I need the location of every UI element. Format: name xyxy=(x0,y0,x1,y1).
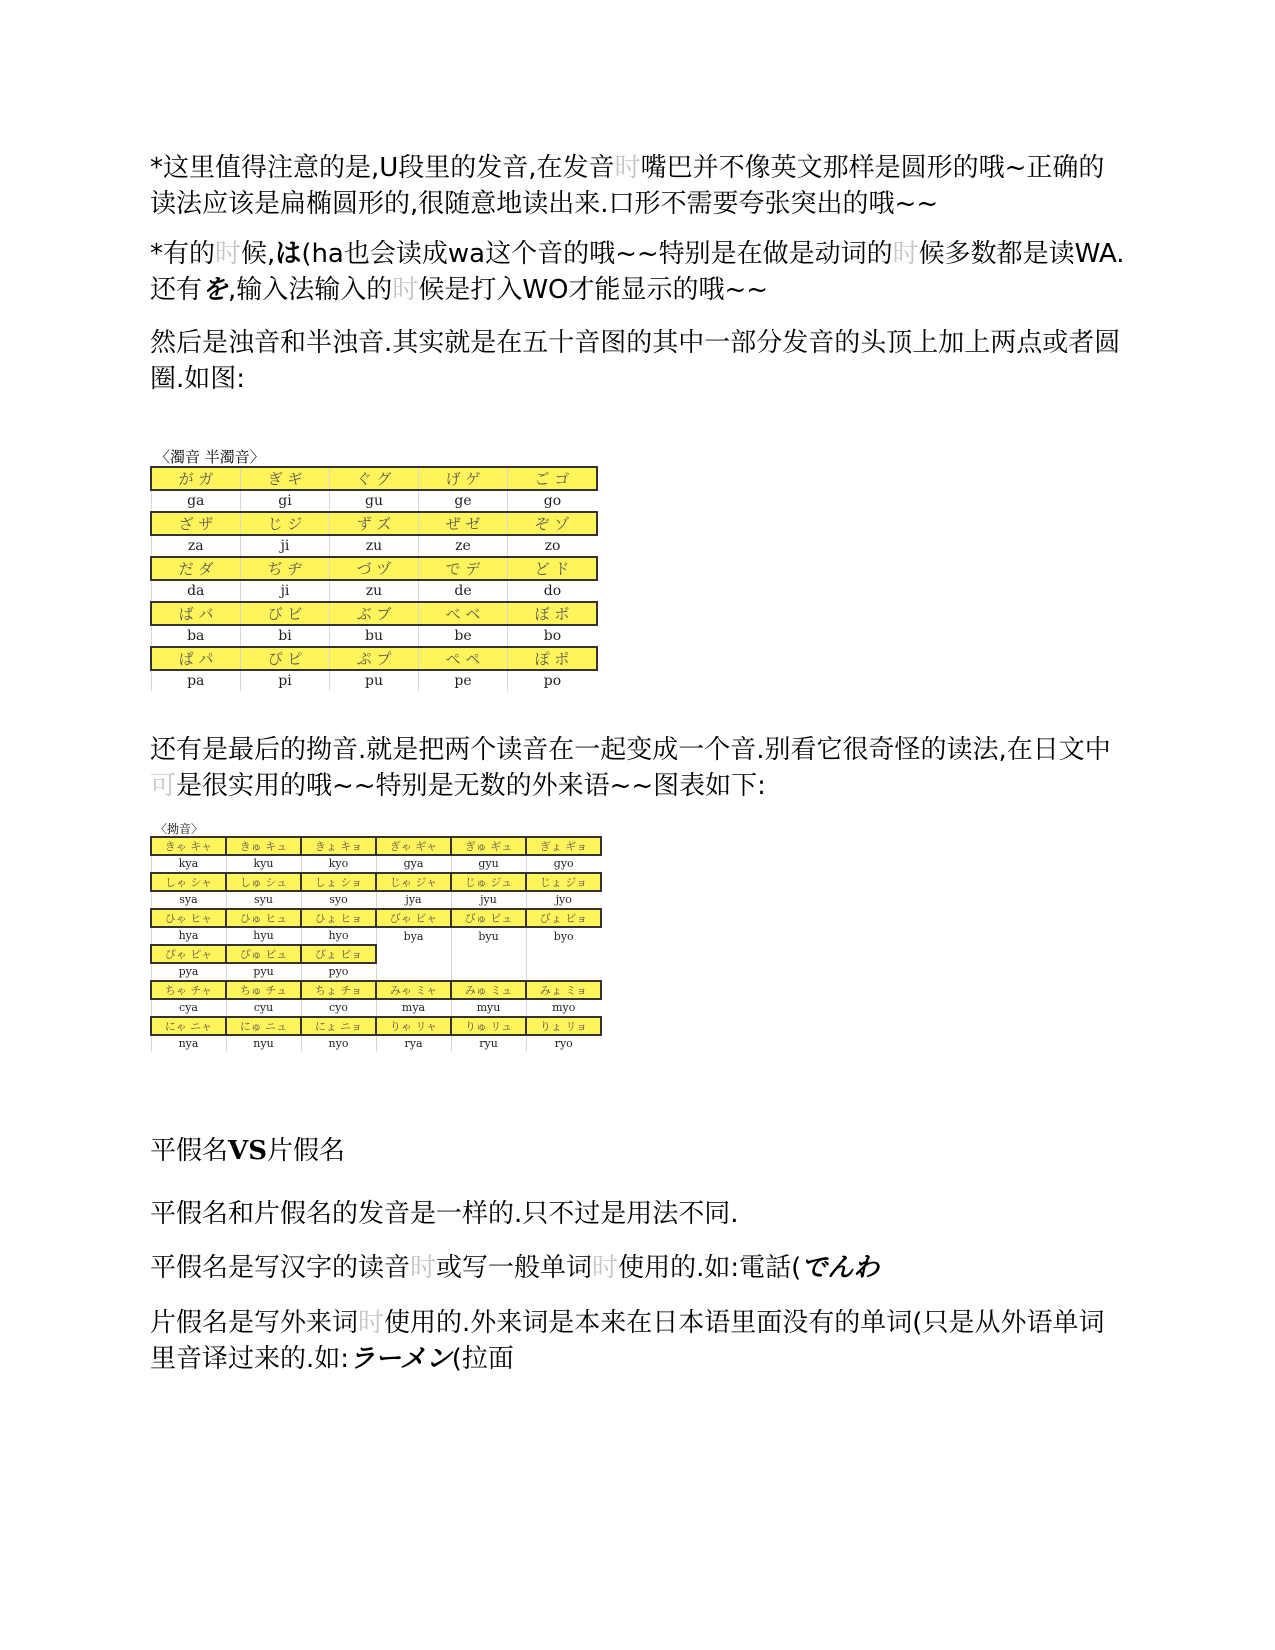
romaji-cell: bi xyxy=(241,625,330,647)
text: (拉面 xyxy=(451,1344,514,1374)
romaji-cell xyxy=(526,963,601,981)
section-heading xyxy=(150,1133,345,1169)
text: *这里值得注意的是,U段里的发音,在发音 xyxy=(150,153,615,183)
kana-cell: ぴょ ピョ xyxy=(301,945,376,963)
romaji-cell: sya xyxy=(151,891,226,909)
romaji-row xyxy=(151,891,601,909)
kana-denwa: でんわ xyxy=(801,1253,880,1283)
paragraph-same-pronunciation: 平假名和片假名的发音是一样的.只不过是用法不同. xyxy=(150,1199,739,1229)
romaji-cell: za xyxy=(151,535,241,557)
kana-cell: にゅ ニュ xyxy=(226,1017,301,1035)
kana-cell: ぽ ポ xyxy=(508,647,598,670)
romaji-cell: ba xyxy=(151,625,241,647)
romaji-cell: ji xyxy=(241,535,330,557)
kana-row xyxy=(151,647,597,670)
kana-cell: で デ xyxy=(419,557,508,580)
romaji-row xyxy=(151,580,597,602)
romaji-cell: myo xyxy=(526,999,601,1017)
romaji-cell: hya xyxy=(151,927,226,945)
kana-cell: ざ ザ xyxy=(151,512,241,535)
kana-row xyxy=(151,467,597,490)
romaji-cell: byu xyxy=(451,927,526,945)
text: 候是打入WO才能显示的哦~~ xyxy=(418,275,769,305)
kana-cell: ぎょ ギョ xyxy=(526,837,601,855)
kana-cell: ば バ xyxy=(151,602,241,625)
romaji-cell: gya xyxy=(376,855,451,873)
kana-cell: にゃ ニャ xyxy=(151,1017,226,1035)
romaji-cell: zo xyxy=(508,535,598,557)
romaji-cell: go xyxy=(508,490,598,512)
text: ,输入法输入的 xyxy=(228,275,393,305)
kana-cell: りゃ リャ xyxy=(376,1017,451,1035)
romaji-cell: gu xyxy=(330,490,419,512)
kana-cell xyxy=(526,945,601,963)
kana-cell: りょ リョ xyxy=(526,1017,601,1035)
romaji-cell: pyo xyxy=(301,963,376,981)
kana-cell: ぱ パ xyxy=(151,647,241,670)
yoon-table xyxy=(150,822,602,1052)
kana-cell: ひょ ヒョ xyxy=(301,909,376,927)
romaji-row xyxy=(151,625,597,647)
romaji-cell: syo xyxy=(301,891,376,909)
paragraph-ha-wa-note xyxy=(150,236,1130,308)
text: 候, xyxy=(241,239,276,269)
text: 嘴巴并不像英文那样是圆形的哦~正确的读法应该是扁椭圆形的,很随意地读出来.口形不需要夸张突出的哦~~ xyxy=(150,153,1105,219)
faint-char: 时 xyxy=(892,239,919,269)
kana-ramen: ラーメン xyxy=(349,1344,452,1374)
kana-cell: ぴ ピ xyxy=(241,647,330,670)
kana-cell xyxy=(376,945,451,963)
romaji-cell: gyo xyxy=(526,855,601,873)
kana-cell: ぷ プ xyxy=(330,647,419,670)
kana-row xyxy=(151,873,601,891)
kana-cell: げ ゲ xyxy=(419,467,508,490)
romaji-cell: cya xyxy=(151,999,226,1017)
kana-cell: ぢ ヂ xyxy=(241,557,330,580)
kana-cell: ぴゅ ピュ xyxy=(226,945,301,963)
romaji-cell xyxy=(376,963,451,981)
romaji-cell: kyu xyxy=(226,855,301,873)
kana-cell: べ ベ xyxy=(419,602,508,625)
romaji-cell: myu xyxy=(451,999,526,1017)
romaji-cell: pe xyxy=(419,670,508,691)
romaji-cell: po xyxy=(508,670,598,691)
faint-char: 时 xyxy=(410,1253,437,1283)
kana-cell: みょ ミョ xyxy=(526,981,601,999)
text: 候多数都是读WA.还有 xyxy=(150,239,1125,305)
romaji-cell: da xyxy=(151,580,241,602)
romaji-row xyxy=(151,999,601,1017)
kana-cell: にょ ニョ xyxy=(301,1017,376,1035)
romaji-cell: ryo xyxy=(526,1035,601,1052)
romaji-cell: hyu xyxy=(226,927,301,945)
kana-cell: きょ キョ xyxy=(301,837,376,855)
faint-char: 时 xyxy=(358,1308,385,1338)
kana-row xyxy=(151,909,601,927)
romaji-row xyxy=(151,490,597,512)
romaji-cell: gyu xyxy=(451,855,526,873)
romaji-cell: jyu xyxy=(451,891,526,909)
romaji-cell: syu xyxy=(226,891,301,909)
text: 使用的.如:電話( xyxy=(618,1253,802,1283)
kana-cell: ぶ ブ xyxy=(330,602,419,625)
kana-cell: が ガ xyxy=(151,467,241,490)
romaji-cell: nyo xyxy=(301,1035,376,1052)
romaji-cell: kyo xyxy=(301,855,376,873)
romaji-cell: gi xyxy=(241,490,330,512)
text: 平假名 xyxy=(150,1136,229,1166)
romaji-cell: pu xyxy=(330,670,419,691)
romaji-cell: pi xyxy=(241,670,330,691)
kana-cell: ど ド xyxy=(508,557,598,580)
romaji-cell: bo xyxy=(508,625,598,647)
kana-cell: みゅ ミュ xyxy=(451,981,526,999)
romaji-cell: rya xyxy=(376,1035,451,1052)
romaji-cell: zu xyxy=(330,535,419,557)
romaji-cell: byo xyxy=(526,927,601,945)
romaji-row xyxy=(151,855,601,873)
kana-cell xyxy=(451,945,526,963)
text: 使用的.外来词是本来在日本语里面没有的单词(只是从外语单词里音译过来的.如: xyxy=(150,1308,1105,1374)
kana-row xyxy=(151,512,597,535)
kana-cell: だ ダ xyxy=(151,557,241,580)
romaji-cell: pya xyxy=(151,963,226,981)
kana-cell: ぐ グ xyxy=(330,467,419,490)
kana-cell: び ビ xyxy=(241,602,330,625)
romaji-cell: jya xyxy=(376,891,451,909)
romaji-cell: pa xyxy=(151,670,241,691)
romaji-cell: pyu xyxy=(226,963,301,981)
text: 片假名 xyxy=(266,1136,345,1166)
paragraph-dakuon-intro: 然后是浊音和半浊音.其实就是在五十音图的其中一部分发音的头顶上加上两点或者圆圈.如图: xyxy=(150,328,1121,394)
kana-cell: しゃ シャ xyxy=(151,873,226,891)
kana-cell: じょ ジョ xyxy=(526,873,601,891)
text: 平假名是写汉字的读音 xyxy=(150,1253,411,1283)
kana-cell: ひゅ ヒュ xyxy=(226,909,301,927)
kana-cell: ぎゅ ギュ xyxy=(451,837,526,855)
kana-cell: じ ジ xyxy=(241,512,330,535)
faint-char: 可 xyxy=(150,771,177,801)
romaji-cell: be xyxy=(419,625,508,647)
romaji-cell xyxy=(451,963,526,981)
romaji-cell: nya xyxy=(151,1035,226,1052)
text: VS xyxy=(228,1136,267,1166)
kana-row xyxy=(151,945,601,963)
paragraph-hiragana-usage xyxy=(150,1250,879,1286)
romaji-cell: ji xyxy=(241,580,330,602)
romaji-cell: ze xyxy=(419,535,508,557)
paragraph-yoon-intro xyxy=(150,732,1130,804)
paragraph-katakana-usage xyxy=(150,1305,1130,1377)
romaji-cell: zu xyxy=(330,580,419,602)
kana-cell: ぼ ボ xyxy=(508,602,598,625)
kana-row xyxy=(151,1017,601,1035)
romaji-cell: ga xyxy=(151,490,241,512)
romaji-cell: cyu xyxy=(226,999,301,1017)
text: *有的 xyxy=(150,239,216,269)
romaji-cell: bya xyxy=(376,927,451,945)
romaji-cell: cyo xyxy=(301,999,376,1017)
kana-cell: きゃ キャ xyxy=(151,837,226,855)
text: (ha也会读成wa这个音的哦~~特别是在做是动词的 xyxy=(301,239,893,269)
romaji-cell: de xyxy=(419,580,508,602)
text: 片假名是写外来词 xyxy=(150,1308,359,1338)
faint-char: 时 xyxy=(592,1253,619,1283)
romaji-cell: mya xyxy=(376,999,451,1017)
romaji-cell: ge xyxy=(419,490,508,512)
kana-cell: ちゃ チャ xyxy=(151,981,226,999)
romaji-row xyxy=(151,1035,601,1052)
romaji-row xyxy=(151,927,601,945)
romaji-cell: jyo xyxy=(526,891,601,909)
faint-char: 时 xyxy=(392,275,419,305)
kana-cell: ひゃ ヒャ xyxy=(151,909,226,927)
faint-char: 时 xyxy=(215,239,242,269)
romaji-cell: kya xyxy=(151,855,226,873)
kana-cell: しゅ シュ xyxy=(226,873,301,891)
kana-ha: は xyxy=(275,239,302,269)
kana-cell: びゃ ビャ xyxy=(376,909,451,927)
text: 还有是最后的拗音.就是把两个读音在一起变成一个音.别看它很奇怪的读法,在日文中 xyxy=(150,735,1111,765)
kana-row xyxy=(151,557,597,580)
kana-row xyxy=(151,602,597,625)
kana-cell: みゃ ミャ xyxy=(376,981,451,999)
romaji-row xyxy=(151,963,601,981)
kana-cell: じゃ ジャ xyxy=(376,873,451,891)
kana-cell: きゅ キュ xyxy=(226,837,301,855)
romaji-cell: bu xyxy=(330,625,419,647)
kana-cell: ちょ チョ xyxy=(301,981,376,999)
kana-cell: づ ヅ xyxy=(330,557,419,580)
kana-cell: じゅ ジュ xyxy=(451,873,526,891)
text: 是很实用的哦~~特别是无数的外来语~~图表如下: xyxy=(176,771,766,801)
romaji-cell: ryu xyxy=(451,1035,526,1052)
kana-cell: りゅ リュ xyxy=(451,1017,526,1035)
kana-cell: ず ズ xyxy=(330,512,419,535)
kana-wo: を xyxy=(202,275,229,305)
kana-cell: ぜ ゼ xyxy=(419,512,508,535)
romaji-cell: do xyxy=(508,580,598,602)
romaji-cell: hyo xyxy=(301,927,376,945)
kana-row xyxy=(151,837,601,855)
faint-char: 时 xyxy=(614,153,641,183)
kana-cell: びゅ ビュ xyxy=(451,909,526,927)
dakuon-table xyxy=(150,448,598,691)
paragraph-u-row-note xyxy=(150,150,1130,222)
table-caption: 〈拗音〉 xyxy=(155,822,204,836)
kana-cell: ご ゴ xyxy=(508,467,598,490)
kana-cell: ぞ ゾ xyxy=(508,512,598,535)
kana-cell: ちゅ チュ xyxy=(226,981,301,999)
kana-cell: ぎ ギ xyxy=(241,467,330,490)
kana-cell: びょ ビョ xyxy=(526,909,601,927)
romaji-row xyxy=(151,535,597,557)
table-caption: 〈濁音 半濁音〉 xyxy=(155,448,265,466)
romaji-cell: nyu xyxy=(226,1035,301,1052)
kana-cell: ぴゃ ピャ xyxy=(151,945,226,963)
text: 或写一般单词 xyxy=(436,1253,593,1283)
kana-cell: ぺ ペ xyxy=(419,647,508,670)
kana-row xyxy=(151,981,601,999)
kana-cell: しょ ショ xyxy=(301,873,376,891)
kana-cell: ぎゃ ギャ xyxy=(376,837,451,855)
romaji-row xyxy=(151,670,597,691)
